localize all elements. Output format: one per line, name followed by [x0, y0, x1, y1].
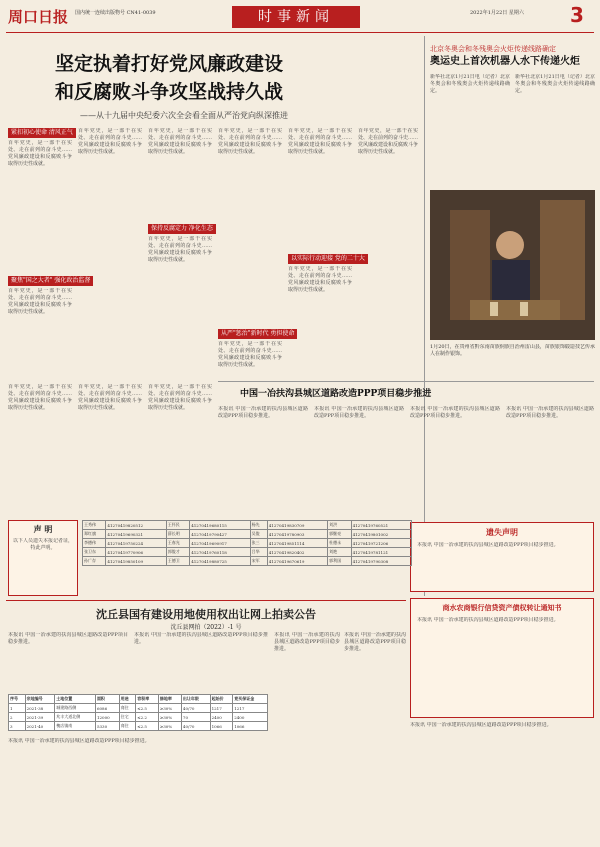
section-title: 时事新闻 [232, 6, 360, 28]
auction-table-header: 面积 [95, 695, 119, 704]
main-body-col4: 百年党史，是一部干在实处、走在前列的奋斗史……党风廉政建设和反腐败斗争取得历史性成就。 [218, 128, 282, 155]
id-list-cell: 41270419820512 [106, 521, 166, 530]
lost-notice-title: 遗失声明 [486, 527, 518, 537]
auction-table-cell: ≥30% [158, 722, 181, 731]
news-photo [430, 190, 595, 340]
auction-table-cell: 2021-40 [25, 722, 55, 731]
auction-table-header: 起始价 [210, 695, 233, 704]
auction-doc-no: 沈丘县网拍（2022）-1 号 [170, 624, 242, 631]
auction-table-cell: ≤2.5 [136, 722, 159, 731]
auction-table-header: 竞买保证金 [233, 695, 268, 704]
auction-col-bottom: 本报讯 中国一冶承建的扶沟县城区道路改造PPP项目稳步推进。 [8, 738, 150, 744]
id-list-cell: 吕华 [250, 548, 267, 557]
auction-intro: 本报讯 中国一冶承建的扶沟县城区道路改造PPP项目稳步推进。 [8, 632, 128, 645]
auction-table-cell: 1217 [210, 704, 233, 713]
auction-table-cell: 2 [9, 713, 26, 722]
auction-table-cell: ≥30% [158, 704, 181, 713]
newspaper-logo: 周口日报 [8, 8, 69, 26]
auction-table-cell: ≤2.2 [136, 713, 159, 722]
auction-table-header: 出让年限 [181, 695, 210, 704]
id-list-cell: 41270419670619 [267, 557, 327, 566]
main-headline-line2: 和反腐败斗争攻坚战持久战 [55, 81, 284, 103]
section-head-3: 保持反腐定力 净化生态 [148, 224, 216, 234]
auction-table-cell: 3 [9, 722, 26, 731]
id-list-table [82, 520, 412, 566]
id-list-cell: 孙广存 [83, 557, 106, 566]
auction-table-cell: 70 [181, 713, 210, 722]
left-lower-col2: 百年党史，是一部干在实处、走在前列的奋斗史……党风廉政建设和反腐败斗争取得历史性成就。 [78, 384, 142, 411]
id-list-row [83, 548, 412, 557]
masthead-rule [6, 32, 594, 33]
auction-table-cell: 6086 [95, 704, 119, 713]
id-list-cell: 王怀民 [166, 521, 189, 530]
id-list-cell: 41270419880725 [190, 557, 250, 566]
auction-table-cell: 40/70 [181, 704, 210, 713]
section-head-2: 聚焦"国之大者" 强化政治监督 [8, 276, 93, 286]
id-list-row [83, 539, 412, 548]
id-list-cell: 41270419790427 [190, 530, 250, 539]
auction-table-header: 土地位置 [55, 695, 96, 704]
auction-table-row [9, 722, 268, 731]
lost-notice-body: 本报讯 中国一冶承建的扶沟县城区道路改造PPP项目稳步推进。 [417, 542, 559, 548]
section-head-1: 紧扣初心使命 清风正气 [8, 128, 76, 138]
auction-table-cell: 2021-39 [25, 713, 55, 722]
ppp-body-col3: 本报讯 中国一冶承建的扶沟县城区道路改造PPP项目稳步推进。 [410, 406, 500, 419]
right-headline: 奥运史上首次机器人水下传递火炬 [430, 56, 580, 67]
main-body-col3: 百年党史，是一部干在实处、走在前列的奋斗史……党风廉政建设和反腐败斗争取得历史性成就。 [148, 128, 212, 155]
main-body-col3b: 百年党史，是一部干在实处、走在前列的奋斗史……党风廉政建设和反腐败斗争取得历史性成就。 [148, 236, 212, 263]
left-lower-col3: 百年党史，是一部干在实处、走在前列的奋斗史……党风廉政建设和反腐败斗争取得历史性成就。 [148, 384, 212, 411]
id-list-cell: 张三 [250, 539, 267, 548]
id-list-cell: 41270419680115 [190, 521, 250, 530]
auction-title: 沈丘县国有建设用地使用权出让网上拍卖公告 [96, 608, 316, 621]
id-list-cell: 杨先 [250, 521, 267, 530]
id-list-cell: 41270419830709 [267, 521, 327, 530]
auction-table-cell: ≤2.5 [136, 704, 159, 713]
id-list-row [83, 521, 412, 530]
ppp-body-col2: 本报讯 中国一冶承建的扶沟县城区道路改造PPP项目稳步推进。 [314, 406, 404, 419]
auction-col2: 本报讯 中国一冶承建的扶沟县城区道路改造PPP项目稳步推进。 [134, 632, 268, 645]
auction-table-cell: 1 [9, 704, 26, 713]
ppp-body-col1: 本报讯 中国一冶承建的扶沟县城区道路改造PPP项目稳步推进。 [218, 406, 308, 419]
auction-table-cell: 2021-38 [25, 704, 55, 713]
right-bottom-text: 本报讯 中国一冶承建的扶沟县城区道路改造PPP项目稳步推进。 [410, 722, 552, 728]
id-list-cell: 41270419780903 [267, 530, 327, 539]
main-body-col5: 百年党史，是一部干在实处、走在前列的奋斗史……党风廉政建设和反腐败斗争取得历史性成就。 [288, 128, 352, 155]
id-list-cell: 41270419760118 [190, 548, 250, 557]
auction-col4: 本报讯 中国一冶承建的扶沟县城区道路改造PPP项目稳步推进。 [344, 632, 406, 652]
id-list-row [83, 530, 412, 539]
id-list-cell: 41270419721206 [351, 539, 411, 548]
photo-caption: 1月20日，在贵州省黔东南苗族侗族自治州雷山县，苗族银饰锻造技艺传承人在制作银饰。 [430, 344, 595, 357]
main-subtitle: ——从十九届中央纪委六次全会看全面从严治党向纵深推进 [80, 111, 288, 120]
section-head-5: 以实际行动迎接 党的二十大 [288, 254, 368, 264]
lost-notice-box [410, 522, 594, 592]
declare-title: 声 明 [33, 524, 53, 534]
mid-rule [218, 381, 594, 382]
ppp-headline: 中国一冶扶沟县城区道路改造PPP项目稳步推进 [240, 389, 432, 399]
auction-table-header: 容积率 [136, 695, 159, 704]
auction-table-wrap [8, 694, 268, 731]
declare-text: 以下人员遗失本报记者证，特此声明。 [12, 538, 73, 551]
masthead-meta: 国内统一连续出版物号 CN41-0039 [75, 10, 156, 16]
id-list-cell: 张卫东 [83, 548, 106, 557]
id-list-cell: 41270419760521 [351, 521, 411, 530]
right-kicker: 北京冬奥会和冬残奥会火炬传递线路确定 [430, 45, 556, 53]
auction-table-header: 用途 [119, 695, 136, 704]
id-list-cell: 王德卫 [166, 557, 189, 566]
main-body-col5b: 百年党史，是一部干在实处、走在前列的奋斗史……党风廉政建设和反腐败斗争取得历史性成就。 [288, 266, 352, 293]
id-list-cell: 郭继亮 [328, 530, 351, 539]
id-list-cell: 41270419690321 [106, 530, 166, 539]
id-list-cell: 41270419850109 [106, 557, 166, 566]
id-list-cell: 吴俊 [250, 530, 267, 539]
auction-table-cell: 兆丰大道北侧 [55, 713, 96, 722]
id-list-cell: 41270419851114 [267, 539, 327, 548]
id-list-cell: 郭俊才 [166, 548, 189, 557]
issue-date: 2022年1月22日 星期六 [470, 10, 524, 16]
right-body-col1: 新华社北京1月21日电（记者）北京冬奥会和冬残奥会火炬传递线路确定。 [430, 74, 510, 94]
id-list-cell: 41270419750224 [106, 539, 166, 548]
id-list-cell: 41270419820402 [267, 548, 327, 557]
auction-table-header: 宗地编号 [25, 695, 55, 704]
id-list-cell: 郭利国 [328, 557, 351, 566]
auction-table-cell: 12000 [95, 713, 119, 722]
auction-table-cell: 2400 [210, 713, 233, 722]
auction-table-cell: 商住 [119, 722, 136, 731]
auction-table-row [9, 713, 268, 722]
id-list-cell: 王秀伟 [83, 521, 106, 530]
auction-table-cell: 1066 [233, 722, 268, 731]
auction-table-cell: 2400 [233, 713, 268, 722]
transfer-notice-body: 本报讯 中国一冶承建的扶沟县城区道路改造PPP项目稳步推进。 [417, 617, 559, 623]
auction-table-row [9, 704, 268, 713]
auction-table-cell: 商住 [119, 704, 136, 713]
id-list-cell: 宋军 [250, 557, 267, 566]
declare-box [8, 520, 78, 596]
id-list-cell: 41270419790308 [351, 557, 411, 566]
auction-table-cell: 5330 [95, 722, 119, 731]
main-body-col1: 百年党史，是一部干在实处、走在前列的奋斗史……党风廉政建设和反腐败斗争取得历史性成就。 [8, 140, 72, 167]
main-headline-line1: 坚定执着打好党风廉政建设 [55, 53, 284, 75]
id-list-cell: 薛长明 [166, 530, 189, 539]
main-body-col6: 百年党史，是一部干在实处、走在前列的奋斗史……党风廉政建设和反腐败斗争取得历史性成就。 [358, 128, 418, 155]
auction-table-header: 绿地率 [158, 695, 181, 704]
page-number: 3 [570, 3, 584, 27]
id-list-cell: 41270419781121 [351, 548, 411, 557]
id-list [82, 520, 412, 596]
auction-table-cell: 住宅 [119, 713, 136, 722]
left-lower-col1: 百年党史，是一部干在实处、走在前列的奋斗史……党风廉政建设和反腐败斗争取得历史性成就。 [8, 384, 72, 411]
auction-table-cell: 槐店镇南 [55, 722, 96, 731]
auction-table-cell: ≥30% [158, 713, 181, 722]
auction-col3: 本报讯 中国一冶承建的扶沟县城区道路改造PPP项目稳步推进。 [274, 632, 340, 652]
auction-table [8, 694, 268, 731]
id-list-cell: 刘艳 [328, 548, 351, 557]
id-list-cell: 杜德永 [328, 539, 351, 548]
transfer-notice-box [410, 598, 594, 718]
ppp-body-col4: 本报讯 中国一冶承建的扶沟县城区道路改造PPP项目稳步推进。 [506, 406, 594, 419]
id-list-cell: 李德伟 [83, 539, 106, 548]
id-list-cell: 41270419801002 [351, 530, 411, 539]
id-list-cell: 郑红旗 [83, 530, 106, 539]
main-body-col2: 百年党史，是一部干在实处、走在前列的奋斗史……党风廉政建设和反腐败斗争取得历史性成就。 [78, 128, 142, 155]
auction-table-cell: 城建路西侧 [55, 704, 96, 713]
id-list-row [83, 557, 412, 566]
id-list-cell: 王春光 [166, 539, 189, 548]
id-list-cell: 41270419770906 [106, 548, 166, 557]
main-body-col4b: 百年党史，是一部干在实处、走在前列的奋斗史……党风廉政建设和反腐败斗争取得历史性成就。 [218, 341, 282, 368]
id-list-cell: 41270419690917 [190, 539, 250, 548]
auction-table-header: 序号 [9, 695, 26, 704]
id-list-cell: 刘洪 [328, 521, 351, 530]
section-head-4: 从严"惩治"新时代 勇担使命 [218, 329, 297, 339]
main-body-col1b: 百年党史，是一部干在实处、走在前列的奋斗史……党风廉政建设和反腐败斗争取得历史性成就。 [8, 288, 72, 315]
transfer-notice-title: 商水农商银行信贷资产债权转让通知书 [442, 603, 562, 612]
auction-rule [6, 600, 406, 601]
auction-table-cell: 1066 [210, 722, 233, 731]
auction-table-cell: 1217 [233, 704, 268, 713]
auction-table-cell: 40/70 [181, 722, 210, 731]
photo-artisan-illustration [430, 190, 595, 340]
right-body-col2: 新华社北京1月21日电（记者）北京冬奥会和冬残奥会火炬传递线路确定。 [515, 74, 595, 94]
